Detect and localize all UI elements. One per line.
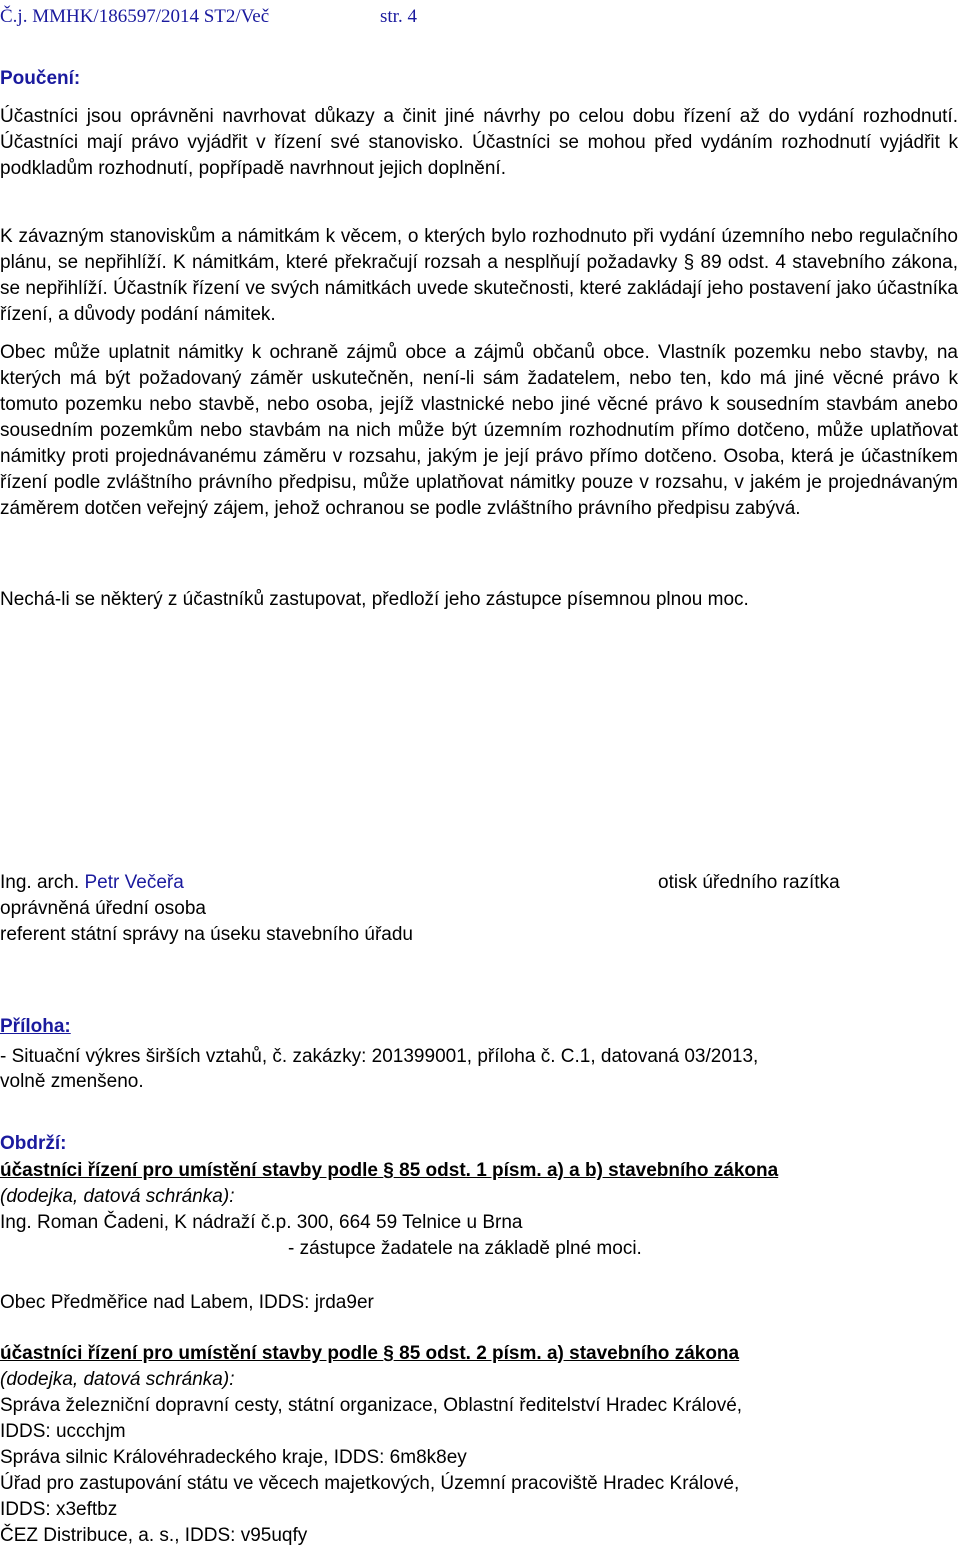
- recipient-3-line-2: IDDS: uccchjm: [0, 1421, 126, 1442]
- recipient-1-note: - zástupce žadatele na základě plné moci.: [288, 1238, 642, 1259]
- stamp-placeholder: otisk úředního razítka: [658, 872, 840, 893]
- signature-name-prefix: Ing. arch.: [0, 872, 85, 893]
- recipient-group-2-heading: [0, 1343, 739, 1365]
- priloha-line-1: - Situační výkres širších vztahů, č. zakázky: 201399001, příloha č. C.1, datovaná 03/2013,: [0, 1046, 759, 1067]
- signature-name-rest: Petr Večeřa: [84, 872, 184, 893]
- recipient-group-1-text-b: 85 odst. 1 písm. a) a b) stavebního zákona: [393, 1160, 779, 1181]
- recipient-2: Obec Předměřice nad Labem, IDDS: jrda9er: [0, 1292, 374, 1313]
- recipient-5-line-1: Úřad pro zastupování státu ve věcech majetkových, Územní pracoviště Hradec Králové,: [0, 1473, 740, 1494]
- page-number: str. 4: [380, 6, 417, 27]
- section-sign-icon: §: [383, 1343, 394, 1364]
- recipient-group-2-text-b: 85 odst. 2 písm. a) stavebního zákona: [393, 1343, 740, 1364]
- priloha-heading: Příloha:: [0, 1016, 71, 1037]
- priloha-line-2: volně zmenšeno.: [0, 1071, 144, 1092]
- obdrzi-heading: Obdrží:: [0, 1133, 67, 1154]
- pouceni-paragraph-4: Nechá-li se některý z účastníků zastupovat, předloží jeho zástupce písemnou plnou moc.: [0, 589, 749, 610]
- section-sign-icon: §: [683, 252, 695, 273]
- recipient-3-line-1: Správa železniční dopravní cesty, státní organizace, Oblastní ředitelství Hradec Králové,: [0, 1395, 743, 1416]
- section-sign-icon: §: [383, 1160, 394, 1181]
- recipient-group-2-text-a: účastníci řízení pro umístění stavby podle: [0, 1343, 384, 1364]
- document-reference: Č.j. MMHK/186597/2014 ST2/Več: [0, 6, 270, 27]
- recipient-6: ČEZ Distribuce, a. s., IDDS: v95uqfy: [0, 1525, 308, 1546]
- recipient-4: Správa silnic Královéhradeckého kraje, IDDS: 6m8k8ey: [0, 1447, 467, 1468]
- recipient-5-line-2: IDDS: x3eftbz: [0, 1499, 118, 1520]
- pouceni-paragraph-2-text-b: 89 odst. 4 stavebního zákona, se nepřihlíží. Účastník řízení ve svých námitkách uvede skutečnosti, které zakládají jeho postavení jako účastníka řízení, a důvody podání námitek.: [0, 252, 958, 325]
- recipient-1: Ing. Roman Čadeni, K nádraží č.p. 300, 664 59 Telnice u Brna: [0, 1212, 523, 1233]
- pouceni-paragraph-2-text-a: K závazným stanoviskům a námitkám k věcem, o kterých bylo rozhodnuto při vydání územního nebo regulačního plánu, se nepřihlíží. K námitkám, které překračují rozsah a nesplňují požadavky: [0, 226, 958, 273]
- signature-name: [0, 872, 184, 894]
- pouceni-heading: Poučení:: [0, 68, 81, 89]
- delivery-method-1: (dodejka, datová schránka):: [0, 1186, 235, 1207]
- signature-position: referent státní správy na úseku stavebního úřadu: [0, 924, 413, 945]
- delivery-method-2: (dodejka, datová schránka):: [0, 1369, 235, 1390]
- pouceni-paragraph-3: Obec může uplatnit námitky k ochraně zájmů obce a zájmů občanů obce. Vlastník pozemku nebo stavby, na kterých má být požadovaný záměr uskutečněn, není-li sám žadatelem, nebo ten, kdo má jiné věcné právo k tomuto pozemku nebo stavbě, nebo osoba, jejíž vlastnické nebo jiné věcné právo k sousedním stavbám anebo sousedním pozemkům nebo stavbám na nich může být územním rozhodnutím přímo dotčeno, může uplatňovat námitky proti projednávanému záměru v rozsahu, jakým je její právo přímo dotčeno. Osoba, která je účastníkem řízení podle zvláštního právního předpisu, může uplatňovat námitky pouze v rozsahu, v jakém je projednávaným záměrem dotčen veřejný zájem, jehož ochranou se podle zvláštního právního předpisu zabývá.: [0, 342, 958, 519]
- signature-role: oprávněná úřední osoba: [0, 898, 206, 919]
- pouceni-paragraph-1: Účastníci jsou oprávněni navrhovat důkazy a činit jiné návrhy po celou dobu řízení až do vydání rozhodnutí. Účastníci mají právo vyjádřit v řízení své stanovisko. Účastníci se mohou před vydáním rozhodnutí vyjádřit k podkladům rozhodnutí, popřípadě navrhnout jejich doplnění.: [0, 106, 958, 179]
- recipient-group-1-heading: [0, 1160, 778, 1182]
- recipient-group-1-text-a: účastníci řízení pro umístění stavby podle: [0, 1160, 384, 1181]
- pouceni-paragraph-2: [0, 224, 958, 328]
